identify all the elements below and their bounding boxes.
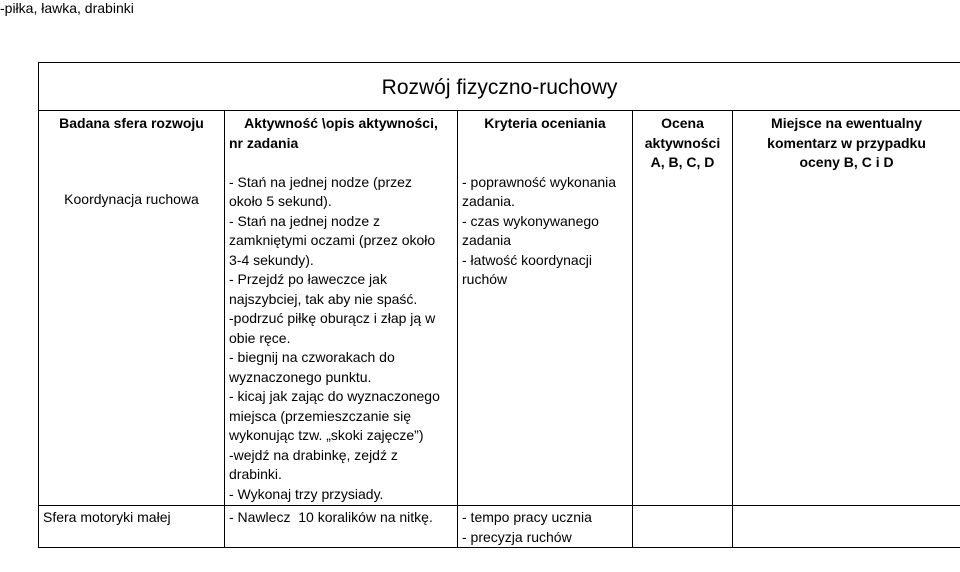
header-ocena: Ocena aktywności A, B, C, D <box>633 111 733 173</box>
row-kryteria: - tempo pracy ucznia - precyzja ruchów <box>458 506 633 548</box>
row-sfera: Sfera motoryki małej <box>39 506 225 548</box>
assessment-table <box>38 62 960 548</box>
header-sfera: Badana sfera rozwoju <box>39 111 225 173</box>
row-ocena <box>633 173 733 506</box>
table-title: Rozwój fizyczno-ruchowy <box>39 63 960 111</box>
top-text: -piłka, ławka, drabinki <box>0 0 134 16</box>
row-ocena <box>633 506 733 548</box>
header-miejsce: Miejsce na ewentualny komentarz w przypadku oceny B, C i D <box>733 111 960 173</box>
table-row <box>39 173 960 506</box>
row-miejsce <box>733 506 960 548</box>
row-aktywnosc: - Stań na jednej nodze (przez około 5 sekund). - Stań na jednej nodze z zamkniętymi oczami (przez około 3-4 sekundy). - Przejdź po ławeczce jak najszybciej, tak aby nie spaść. -podrzuć piłkę oburącz i złap ją w obie ręce. - biegnij na czworakach do wyznaczonego punktu. - kicaj jak zając do wyznaczonego miejsca (przemieszczanie się wykonując tzw. „skoki zajęcze”) -wejdź na drabinkę, zejdź z drabinki. - Wykonaj trzy przysiady. <box>225 173 458 506</box>
row-miejsce <box>733 173 960 506</box>
header-row <box>39 111 960 173</box>
row-aktywnosc: - Nawlecz 10 koralików na nitkę. <box>225 506 458 548</box>
header-kryteria: Kryteria oceniania <box>458 111 633 173</box>
row-kryteria: - poprawność wykonania zadania. - czas wykonywanego zadania - łatwość koordynacji ruchów <box>458 173 633 506</box>
header-aktywnosc: Aktywność \opis aktywności, nr zadania <box>225 111 458 173</box>
row-sfera: Koordynacja ruchowa <box>39 173 225 506</box>
table-row <box>39 506 960 548</box>
